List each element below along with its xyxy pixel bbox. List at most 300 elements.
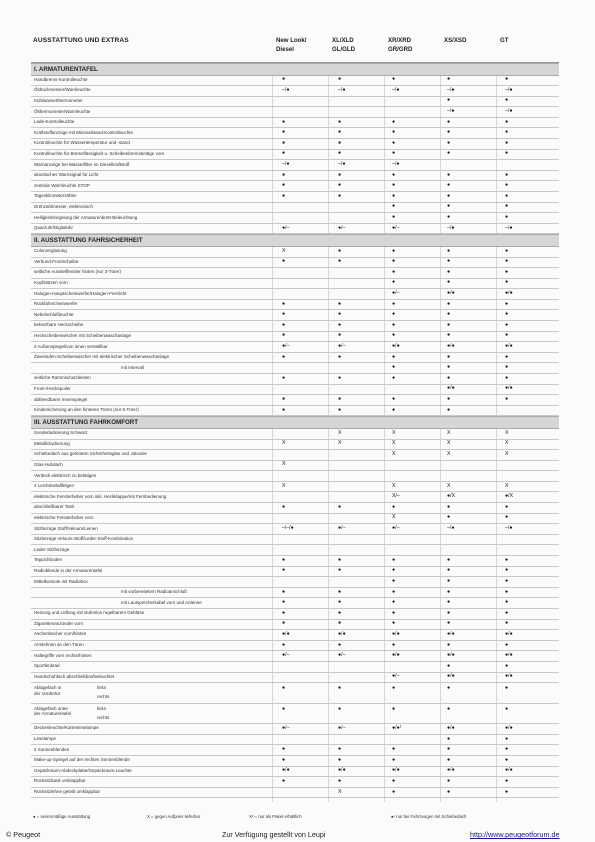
availability-cell: ● (338, 641, 342, 648)
availability-cell: ● (392, 777, 396, 784)
availability-cell: X (392, 514, 396, 521)
availability-cell: ● (447, 788, 451, 795)
availability-cell: –/● (505, 108, 513, 115)
availability-cell: ● (447, 300, 451, 307)
table-row (31, 374, 559, 385)
availability-cell: ● (392, 746, 396, 753)
feature-label: Aschenbecher vorn/hinten (34, 631, 87, 637)
availability-cell: ●/● (505, 630, 513, 637)
table-row (31, 471, 559, 482)
availability-cell: ● (392, 578, 396, 585)
legend-package: X² = nur als Paket erhältlich (249, 814, 302, 819)
availability-cell: ● (392, 685, 396, 692)
availability-cell: ●/● (392, 343, 400, 350)
table-row (31, 524, 559, 535)
availability-cell: ● (505, 374, 509, 381)
availability-cell: ● (505, 746, 509, 753)
feature-label: Sitzbezüge Velours-Stoff/Leder-Stoff-Kombination (34, 536, 134, 542)
availability-cell: ●/– (338, 652, 346, 659)
availability-cell: ● (505, 662, 509, 669)
availability-cell: ● (338, 300, 342, 307)
availability-cell: ● (392, 567, 396, 574)
availability-cell: ●/● (392, 652, 400, 659)
section-title: III. AUSSTATTUNG FAHRKOMFORT (34, 419, 139, 427)
availability-cell: X (447, 429, 451, 436)
availability-cell: ● (338, 150, 342, 157)
availability-cell: ● (282, 705, 286, 712)
availability-cell: ● (505, 503, 509, 510)
availability-cell: ● (505, 182, 509, 189)
availability-cell: ●/– (338, 525, 346, 532)
feature-label: Lade-Kontrolleuchte (34, 119, 75, 125)
table-row (31, 181, 559, 192)
table-row (31, 118, 559, 129)
availability-cell: –/● (282, 161, 290, 168)
availability-cell: ● (282, 171, 286, 178)
availability-cell: ● (392, 503, 396, 510)
availability-cell: ● (392, 406, 396, 413)
table-row (31, 139, 559, 150)
availability-cell: ● (392, 756, 396, 763)
availability-cell: ● (447, 620, 451, 627)
table-row (31, 310, 559, 321)
availability-cell: ● (447, 150, 451, 157)
availability-cell: ● (447, 556, 451, 563)
availability-cell: ● (282, 588, 286, 595)
availability-cell: ● (392, 76, 396, 83)
availability-cell: ● (447, 247, 451, 254)
availability-cell: ● (447, 171, 451, 178)
availability-cell: ●/● (505, 343, 513, 350)
column-header: XL/XLD GL/GLD (332, 37, 356, 53)
table-row (31, 609, 559, 620)
availability-cell: ● (282, 777, 286, 784)
table-row (31, 385, 559, 396)
availability-cell: ●/– (282, 724, 290, 731)
availability-cell: ● (447, 578, 451, 585)
feature-label: Armlehnen an den Türen (34, 642, 84, 648)
feature-label: mit Lautsprecherkabel vorn und Antenne (121, 599, 202, 605)
availability-cell: ● (392, 788, 396, 795)
availability-cell: ● (505, 258, 509, 265)
feature-label: Öldruckmesser/Warnleuchte (34, 87, 91, 93)
availability-cell: ●/– (392, 224, 400, 231)
feature-label: Kopfstützen vorn (34, 279, 68, 285)
availability-cell: ● (338, 171, 342, 178)
availability-cell: ● (282, 332, 286, 339)
availability-cell: ●/● (447, 290, 455, 297)
availability-cell: ● (447, 76, 451, 83)
section-header (31, 234, 559, 247)
table-row (31, 76, 559, 87)
feature-label: Sportlenkrad (34, 663, 60, 669)
availability-cell: ●/X (505, 493, 514, 500)
table-row (31, 268, 559, 279)
availability-cell: ● (282, 503, 286, 510)
availability-cell: ● (505, 620, 509, 627)
availability-cell: X (282, 247, 286, 254)
availability-cell: ● (447, 588, 451, 595)
availability-cell: –/● (447, 108, 455, 115)
availability-cell: ●/● (505, 724, 513, 731)
availability-cell: ● (338, 182, 342, 189)
availability-cell: ● (505, 118, 509, 125)
availability-cell: ● (282, 353, 286, 360)
availability-cell: ● (338, 76, 342, 83)
feature-label: Ölthermometer/Warnleuchte (34, 108, 91, 114)
availability-cell: ● (447, 353, 451, 360)
feature-label: Sonderlackierung Schwarz (34, 430, 88, 436)
table-row (31, 545, 559, 556)
availability-cell: ● (447, 118, 451, 125)
availability-cell: ● (447, 203, 451, 210)
table-row (31, 363, 559, 374)
availability-cell: ● (447, 609, 451, 616)
availability-cell: ●/– (338, 224, 346, 231)
availability-cell: ● (282, 756, 286, 763)
availability-cell: ● (282, 118, 286, 125)
availability-cell: ● (447, 514, 451, 521)
availability-cell: ● (505, 150, 509, 157)
availability-cell: –/● (447, 86, 455, 93)
availability-cell: ● (447, 192, 451, 199)
availability-cell: ● (392, 364, 396, 371)
availability-cell: –/● (282, 86, 290, 93)
availability-cell: ● (282, 321, 286, 328)
availability-cell: ●/● (447, 343, 455, 350)
feature-label: Drehzahlmesser, elektronisch (34, 203, 94, 209)
availability-cell: ● (505, 364, 509, 371)
feature-label: Ablagefach in der Vordertür (34, 685, 62, 696)
table-row (31, 258, 559, 269)
availability-cell: –/● (392, 161, 400, 168)
legend-sunroof-note: ●¹ nur bei Fahrzeugen mit Schiebedach (391, 814, 467, 819)
availability-cell: ● (505, 171, 509, 178)
availability-cell: ● (505, 756, 509, 763)
table-row (31, 556, 559, 567)
availability-cell: ●/● (282, 630, 290, 637)
table-body (31, 63, 559, 798)
copyright-text: © Peugeot (6, 830, 41, 839)
section-title: I. ARMATURENTAFEL (34, 65, 98, 73)
table-row (31, 406, 559, 417)
availability-cell: ● (505, 609, 509, 616)
availability-cell: X (282, 482, 286, 489)
availability-cell: ● (447, 777, 451, 784)
availability-cell: X (505, 440, 509, 447)
availability-cell: ● (282, 76, 286, 83)
feature-label: Rücksitzlehne geteilt umklappbar (34, 789, 101, 795)
table-row (31, 192, 559, 203)
table-row (31, 150, 559, 161)
availability-cell: ● (338, 705, 342, 712)
availability-cell: ● (505, 214, 509, 221)
availability-cell: ● (505, 279, 509, 286)
availability-cell: ● (505, 788, 509, 795)
availability-cell: ● (338, 118, 342, 125)
feature-label: 2 Außenspiegel/von innen verstellbar (34, 343, 108, 349)
availability-cell: ● (392, 139, 396, 146)
availability-cell: ●/● (505, 290, 513, 297)
availability-cell: ● (447, 662, 451, 669)
availability-cell: ● (447, 321, 451, 328)
availability-cell: ● (505, 139, 509, 146)
feature-label: Teppichboden (34, 557, 63, 563)
feature-label: Make-up-Spiegel auf der rechten Sonnenblende (34, 757, 130, 763)
feature-label: Rücksitzbank umklappbar (34, 778, 86, 784)
availability-cell: ● (447, 406, 451, 413)
availability-cell: ● (392, 641, 396, 648)
availability-cell: ● (392, 192, 396, 199)
availability-cell: ● (505, 76, 509, 83)
availability-cell: ● (338, 588, 342, 595)
availability-cell: ● (282, 150, 286, 157)
availability-cell: X (338, 440, 342, 447)
availability-cell: ● (338, 567, 342, 574)
availability-cell: ● (505, 567, 509, 574)
availability-cell: ● (392, 150, 396, 157)
table-row (31, 342, 559, 353)
availability-cell: X (338, 429, 342, 436)
feature-side-label: rechts (97, 714, 110, 720)
feature-label: Leselampe (34, 736, 57, 742)
feature-side-label: links (97, 685, 107, 691)
table-row (31, 492, 559, 503)
availability-cell: ● (505, 641, 509, 648)
availability-cell: ● (447, 705, 451, 712)
availability-cell: ● (392, 182, 396, 189)
availability-cell: ● (338, 311, 342, 318)
availability-cell: X (447, 482, 451, 489)
feature-label: 4 Leichtmetallfelgen (34, 483, 75, 489)
availability-cell: ● (282, 129, 286, 136)
availability-cell: ● (282, 406, 286, 413)
availability-cell: ● (505, 192, 509, 199)
availability-cell: X (392, 429, 396, 436)
availability-cell: ● (505, 556, 509, 563)
availability-cell: ● (338, 777, 342, 784)
availability-cell: ● (282, 192, 286, 199)
table-row (31, 224, 559, 235)
feature-label: Haltegriffe vorn rechts/hinten (34, 652, 92, 658)
availability-cell: ● (338, 396, 342, 403)
availability-cell: ● (282, 300, 286, 307)
availability-cell: ● (338, 332, 342, 339)
availability-cell: ● (338, 609, 342, 616)
table-row (31, 429, 559, 440)
feature-label: akustisches Warnsignal für Licht (34, 172, 99, 178)
table-title: AUSSTATTUNG UND EXTRAS (33, 37, 129, 44)
availability-cell: X (282, 461, 286, 468)
table-row (31, 620, 559, 631)
availability-cell: ●/● (447, 767, 455, 774)
availability-cell: ● (282, 599, 286, 606)
feature-label: 2 Sonnenblenden (34, 746, 70, 752)
section-header (31, 63, 559, 76)
availability-cell: ● (447, 685, 451, 692)
table-row (31, 461, 559, 472)
feature-label: Zweistufen-Scheibenwischer mit elektrischer Scheibenwaschanlage (34, 354, 170, 360)
table-row (31, 503, 559, 514)
table-row (31, 171, 559, 182)
availability-cell: ● (505, 247, 509, 254)
table-row (31, 745, 559, 756)
availability-cell: ● (282, 139, 286, 146)
availability-cell: X (392, 482, 396, 489)
availability-cell: X (282, 440, 286, 447)
availability-cell: ● (505, 578, 509, 585)
availability-cell: ● (392, 599, 396, 606)
availability-cell: ● (338, 406, 342, 413)
feature-label: Ablagefach unter der Armaturentafel (34, 705, 72, 717)
credit-text: Zur Verfügung gestellt von Leupi (222, 830, 326, 839)
table-row (31, 332, 559, 343)
table-row (31, 651, 559, 662)
availability-cell: ● (505, 311, 509, 318)
availability-cell: ● (282, 641, 286, 648)
feature-label: Leder-Sitzbezüge (34, 546, 70, 552)
availability-cell: X (447, 440, 451, 447)
table-row (31, 203, 559, 214)
table-row (31, 86, 559, 97)
feature-label: Colorverglasung (34, 248, 67, 254)
availability-cell: ● (447, 756, 451, 763)
availability-cell: ● (505, 685, 509, 692)
availability-cell: ● (282, 374, 286, 381)
availability-cell: ● (392, 203, 396, 210)
feature-label: Helligkeitsregelung der Armaturenbrett-Beleuchtung (34, 214, 138, 220)
table-row (31, 683, 559, 704)
availability-cell: ●/– (282, 224, 290, 231)
feature-label: Halogen-Hauptscheinwerfer/Halogen-Fernlicht (34, 290, 127, 296)
availability-cell: ● (447, 311, 451, 318)
table-row (31, 598, 559, 609)
feature-label: Metalliclackierung (34, 440, 70, 446)
table-row (31, 247, 559, 258)
availability-cell: ● (282, 620, 286, 627)
availability-cell: ● (338, 756, 342, 763)
availability-cell: ● (447, 641, 451, 648)
availability-cell: X (447, 450, 451, 457)
availability-cell: ● (282, 567, 286, 574)
availability-cell: ● (392, 396, 396, 403)
availability-cell: –/● (505, 86, 513, 93)
availability-cell: ●/● (505, 767, 513, 774)
availability-cell: X (505, 429, 509, 436)
availability-cell: ● (447, 332, 451, 339)
availability-cell: ● (505, 735, 509, 742)
table-row (31, 395, 559, 406)
availability-cell: ● (447, 735, 451, 742)
table-row (31, 97, 559, 108)
availability-cell: ● (505, 588, 509, 595)
equipment-table (31, 32, 559, 798)
table-row (31, 353, 559, 364)
feature-label: abblendbarer Innenspiegel (34, 396, 88, 402)
availability-cell: ● (392, 332, 396, 339)
feature-label: Deckenleuchte/Kartenleselampe (34, 725, 99, 731)
table-header (31, 32, 559, 63)
availability-cell: ●/– (392, 290, 400, 297)
feature-label: Mittelkonsole mit Radiobox (34, 578, 88, 584)
availability-cell: ●/– (392, 525, 400, 532)
forum-link[interactable]: http://www.peugeotforum.de (470, 830, 560, 839)
legend-standard: ● = serienmäßige Ausstattung (33, 814, 91, 819)
feature-side-label: links (97, 705, 107, 711)
feature-label: Verbund-Frontscheibe (34, 258, 79, 264)
availability-cell: ● (282, 685, 286, 692)
availability-cell: ● (505, 353, 509, 360)
availability-cell: –/● (338, 86, 346, 93)
availability-cell: ● (392, 311, 396, 318)
availability-cell: ● (282, 182, 286, 189)
availability-cell: ● (447, 396, 451, 403)
availability-cell: ●/– (282, 652, 290, 659)
feature-label: Zigarettenanzünder vorn (34, 620, 84, 626)
availability-cell: ● (338, 129, 342, 136)
availability-cell: ● (338, 746, 342, 753)
availability-cell: ● (392, 556, 396, 563)
availability-cell: ● (392, 171, 396, 178)
table-row (31, 300, 559, 311)
table-row (31, 450, 559, 461)
feature-label: Quarzuhr/Digitaluhr (34, 225, 74, 231)
feature-label: Kontrolleuchte für Wassertemperatur und -stand (34, 140, 130, 146)
availability-cell: ● (447, 567, 451, 574)
table-row (31, 289, 559, 300)
section-header (31, 416, 559, 429)
availability-cell: ● (447, 279, 451, 286)
availability-cell: ●/● (505, 673, 513, 680)
availability-cell: ● (505, 777, 509, 784)
table-row (31, 107, 559, 118)
legend-extra-cost: X = gegen Aufpreis lieferbar (147, 814, 201, 819)
table-row (31, 160, 559, 171)
availability-cell: ● (392, 353, 396, 360)
availability-cell: ● (338, 503, 342, 510)
availability-cell: ● (338, 556, 342, 563)
availability-cell: X (392, 450, 396, 457)
availability-cell: ●/● (282, 767, 290, 774)
feature-label: Kühlwasserthermometer (34, 97, 83, 103)
table-row (31, 567, 559, 578)
availability-cell: ● (282, 746, 286, 753)
availability-cell: ● (392, 129, 396, 136)
table-row (31, 735, 559, 746)
feature-label: Kindersicherung an den hinteren Türen (nur 5-Türer) (34, 407, 139, 413)
availability-cell: ● (505, 599, 509, 606)
feature-label: mit vorbereitetem Radioanschluß (121, 589, 188, 595)
availability-cell: X (505, 450, 509, 457)
feature-label: Glas-Hubdach (34, 461, 63, 467)
feature-label: Gepäckraum-Abdeckplatte/Gepäckraum-Leuchte (34, 767, 132, 773)
table-row (31, 321, 559, 332)
availability-cell: ● (392, 374, 396, 381)
availability-cell: ●/● (392, 630, 400, 637)
availability-cell: X (505, 482, 509, 489)
availability-cell: ● (338, 599, 342, 606)
feature-label: Verdeck elektrisch zu betätigen (34, 472, 97, 478)
feature-label: Heckscheibenwischer mit Scheibenwaschanlage (34, 332, 132, 338)
availability-cell: ● (447, 374, 451, 381)
table-row (31, 514, 559, 525)
feature-label: Handschuhfach abschließbar/beleuchtet (34, 673, 115, 679)
feature-label: mit Intervall (121, 364, 145, 370)
table-row (31, 128, 559, 139)
availability-cell: ● (505, 129, 509, 136)
availability-cell: ● (447, 268, 451, 275)
availability-cell: ● (282, 396, 286, 403)
